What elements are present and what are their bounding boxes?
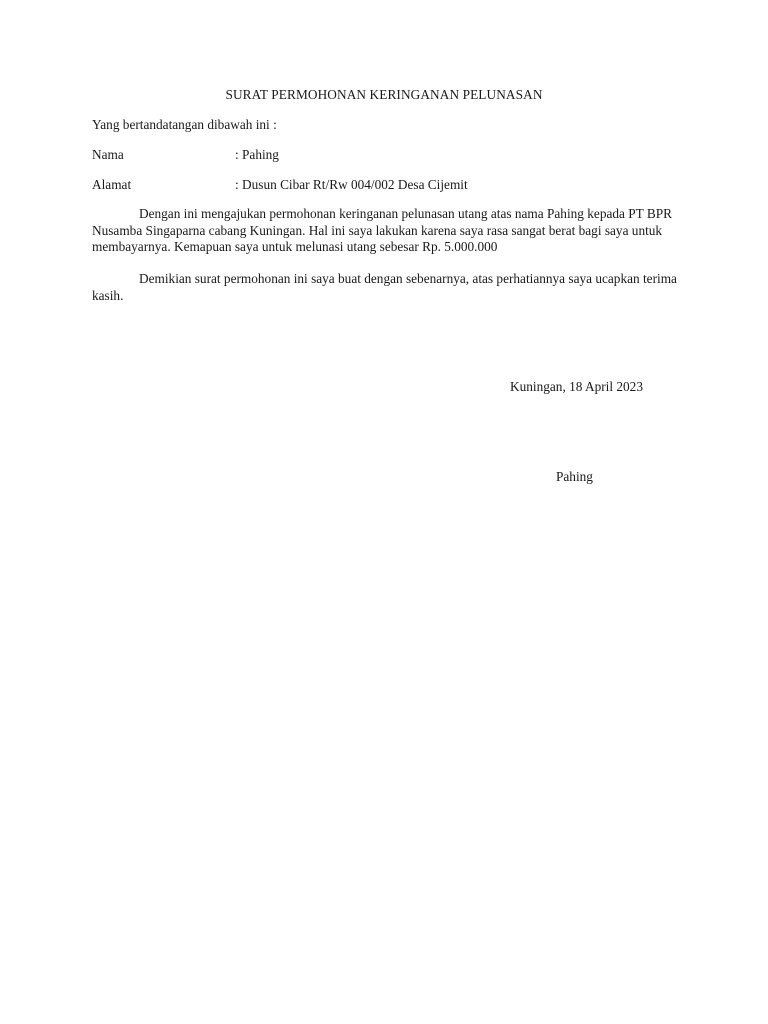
field-label-alamat: Alamat (92, 177, 132, 192)
body-paragraph-closing: Demikian surat permohonan ini saya buat dengan sebenarnya, atas perhatiannya saya ucapkan terima kasih. (92, 271, 677, 303)
field-value-nama: : Pahing (235, 147, 279, 162)
intro-text: Yang bertandatangan dibawah ini : (92, 117, 277, 132)
place-date: Kuningan, 18 April 2023 (510, 379, 643, 394)
field-value-alamat: : Dusun Cibar Rt/Rw 004/002 Desa Cijemit (235, 177, 468, 192)
signer-name: Pahing (556, 469, 593, 484)
field-label-nama: Nama (92, 147, 124, 162)
letter-title: SURAT PERMOHONAN KERINGANAN PELUNASAN (225, 87, 543, 102)
body-paragraph-request: Dengan ini mengajukan permohonan keringanan pelunasan utang atas nama Pahing kepada PT BPR Nusamba Singaparna cabang Kuningan. Hal ini saya lakukan karena saya rasa sangat berat bagi saya untuk membayarnya. Kemapuan saya untuk melunasi utang sebesar Rp. 5.000.000 (92, 206, 672, 254)
